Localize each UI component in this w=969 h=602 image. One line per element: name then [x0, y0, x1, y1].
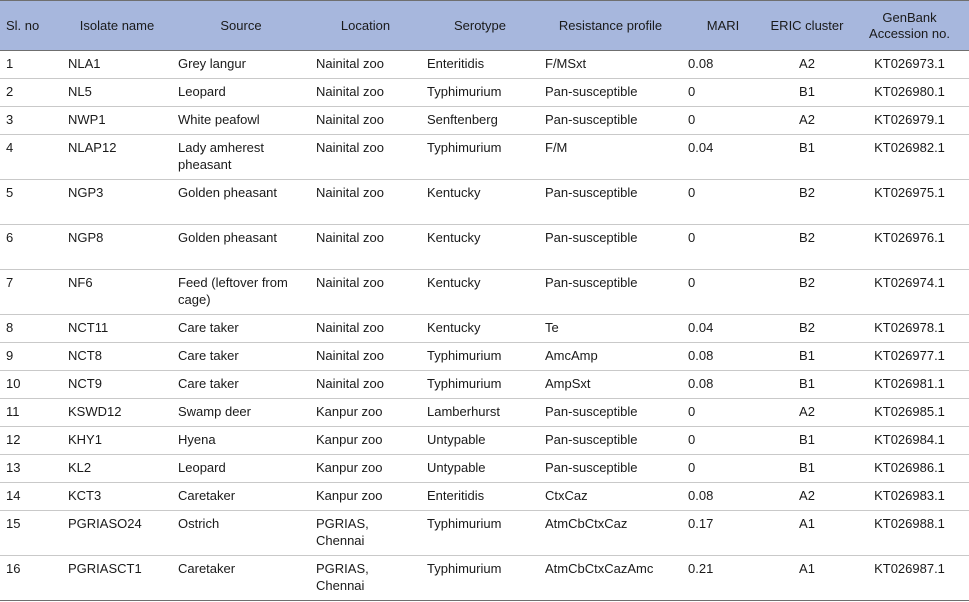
cell-serotype: Typhimurium — [421, 343, 539, 371]
cell-resistance: AmpSxt — [539, 371, 682, 399]
cell-genbank: KT026988.1 — [850, 511, 969, 556]
cell-eric: B1 — [764, 455, 850, 483]
cell-eric: B1 — [764, 79, 850, 107]
cell-genbank: KT026984.1 — [850, 427, 969, 455]
cell-eric: A1 — [764, 511, 850, 556]
cell-resistance: F/M — [539, 135, 682, 180]
cell-source: Care taker — [172, 371, 310, 399]
cell-isolate: NLAP12 — [62, 135, 172, 180]
cell-isolate: KCT3 — [62, 483, 172, 511]
cell-serotype: Senftenberg — [421, 107, 539, 135]
cell-source: Ostrich — [172, 511, 310, 556]
cell-sl: 13 — [0, 455, 62, 483]
cell-eric: A2 — [764, 51, 850, 79]
cell-mari: 0.08 — [682, 371, 764, 399]
cell-resistance: Pan-susceptible — [539, 399, 682, 427]
cell-serotype: Kentucky — [421, 225, 539, 270]
cell-mari: 0 — [682, 79, 764, 107]
cell-location: Nainital zoo — [310, 315, 421, 343]
cell-resistance: Pan-susceptible — [539, 180, 682, 225]
cell-resistance: AtmCbCtxCaz — [539, 511, 682, 556]
cell-location: Nainital zoo — [310, 180, 421, 225]
cell-resistance: AmcAmp — [539, 343, 682, 371]
cell-isolate: NGP8 — [62, 225, 172, 270]
cell-isolate: PGRIASO24 — [62, 511, 172, 556]
cell-isolate: NF6 — [62, 270, 172, 315]
cell-eric: A2 — [764, 107, 850, 135]
cell-genbank: KT026985.1 — [850, 399, 969, 427]
cell-genbank: KT026979.1 — [850, 107, 969, 135]
cell-serotype: Untypable — [421, 455, 539, 483]
cell-eric: B1 — [764, 371, 850, 399]
cell-resistance: CtxCaz — [539, 483, 682, 511]
cell-sl: 10 — [0, 371, 62, 399]
header-mari: MARI — [682, 1, 764, 51]
cell-serotype: Kentucky — [421, 315, 539, 343]
cell-source: Grey langur — [172, 51, 310, 79]
cell-serotype: Typhimurium — [421, 511, 539, 556]
cell-sl: 7 — [0, 270, 62, 315]
cell-resistance: Pan-susceptible — [539, 270, 682, 315]
cell-isolate: KL2 — [62, 455, 172, 483]
cell-location: PGRIAS, Chennai — [310, 511, 421, 556]
cell-genbank: KT026986.1 — [850, 455, 969, 483]
cell-location: Nainital zoo — [310, 371, 421, 399]
header-serotype: Serotype — [421, 1, 539, 51]
header-sl: Sl. no — [0, 1, 62, 51]
cell-eric: B2 — [764, 180, 850, 225]
cell-resistance: Pan-susceptible — [539, 107, 682, 135]
cell-eric: A2 — [764, 483, 850, 511]
table-row — [0, 343, 969, 371]
header-eric: ERIC cluster — [764, 1, 850, 51]
cell-eric: B2 — [764, 315, 850, 343]
cell-eric: B2 — [764, 225, 850, 270]
cell-serotype: Kentucky — [421, 270, 539, 315]
cell-genbank: KT026983.1 — [850, 483, 969, 511]
cell-resistance: Pan-susceptible — [539, 455, 682, 483]
header-isolate: Isolate name — [62, 1, 172, 51]
cell-location: PGRIAS, Chennai — [310, 556, 421, 601]
cell-mari: 0 — [682, 270, 764, 315]
cell-mari: 0.21 — [682, 556, 764, 601]
header-location: Location — [310, 1, 421, 51]
cell-location: Nainital zoo — [310, 51, 421, 79]
cell-resistance: AtmCbCtxCazAmc — [539, 556, 682, 601]
cell-isolate: NLA1 — [62, 51, 172, 79]
cell-sl: 1 — [0, 51, 62, 79]
cell-sl: 12 — [0, 427, 62, 455]
cell-mari: 0 — [682, 427, 764, 455]
table-row — [0, 399, 969, 427]
cell-source: Golden pheasant — [172, 225, 310, 270]
cell-genbank: KT026977.1 — [850, 343, 969, 371]
table-row — [0, 225, 969, 270]
cell-location: Kanpur zoo — [310, 399, 421, 427]
cell-eric: B1 — [764, 343, 850, 371]
header-genbank: GenBank Accession no. — [850, 1, 969, 51]
cell-location: Nainital zoo — [310, 270, 421, 315]
cell-isolate: NL5 — [62, 79, 172, 107]
cell-serotype: Untypable — [421, 427, 539, 455]
cell-sl: 4 — [0, 135, 62, 180]
cell-source: Lady amherest pheasant — [172, 135, 310, 180]
cell-location: Kanpur zoo — [310, 455, 421, 483]
table-row — [0, 455, 969, 483]
cell-location: Nainital zoo — [310, 107, 421, 135]
cell-resistance: F/MSxt — [539, 51, 682, 79]
cell-eric: A2 — [764, 399, 850, 427]
cell-serotype: Enteritidis — [421, 51, 539, 79]
cell-sl: 16 — [0, 556, 62, 601]
cell-isolate: NCT9 — [62, 371, 172, 399]
cell-genbank: KT026987.1 — [850, 556, 969, 601]
cell-source: Hyena — [172, 427, 310, 455]
table-row — [0, 51, 969, 79]
table-row — [0, 427, 969, 455]
cell-isolate: NCT11 — [62, 315, 172, 343]
cell-location: Nainital zoo — [310, 135, 421, 180]
cell-source: Feed (leftover from cage) — [172, 270, 310, 315]
cell-genbank: KT026973.1 — [850, 51, 969, 79]
cell-serotype: Typhimurium — [421, 79, 539, 107]
cell-mari: 0 — [682, 399, 764, 427]
cell-mari: 0.08 — [682, 343, 764, 371]
cell-source: Golden pheasant — [172, 180, 310, 225]
table-row — [0, 371, 969, 399]
cell-sl: 6 — [0, 225, 62, 270]
cell-mari: 0 — [682, 107, 764, 135]
cell-location: Kanpur zoo — [310, 483, 421, 511]
cell-source: Caretaker — [172, 483, 310, 511]
cell-eric: B1 — [764, 427, 850, 455]
cell-serotype: Kentucky — [421, 180, 539, 225]
table-body — [0, 51, 969, 601]
table-row — [0, 180, 969, 225]
cell-mari: 0 — [682, 455, 764, 483]
cell-eric: A1 — [764, 556, 850, 601]
table-row — [0, 511, 969, 556]
cell-resistance: Te — [539, 315, 682, 343]
cell-isolate: KHY1 — [62, 427, 172, 455]
header-resistance: Resistance profile — [539, 1, 682, 51]
cell-source: Care taker — [172, 315, 310, 343]
cell-mari: 0 — [682, 225, 764, 270]
table-row — [0, 79, 969, 107]
cell-sl: 11 — [0, 399, 62, 427]
cell-resistance: Pan-susceptible — [539, 427, 682, 455]
cell-mari: 0.08 — [682, 483, 764, 511]
header-row — [0, 1, 969, 51]
cell-sl: 5 — [0, 180, 62, 225]
cell-serotype: Typhimurium — [421, 371, 539, 399]
cell-isolate: NWP1 — [62, 107, 172, 135]
cell-location: Nainital zoo — [310, 79, 421, 107]
cell-location: Nainital zoo — [310, 225, 421, 270]
cell-mari: 0.04 — [682, 315, 764, 343]
cell-sl: 9 — [0, 343, 62, 371]
header-source: Source — [172, 1, 310, 51]
cell-sl: 15 — [0, 511, 62, 556]
cell-genbank: KT026982.1 — [850, 135, 969, 180]
cell-eric: B1 — [764, 135, 850, 180]
cell-location: Kanpur zoo — [310, 427, 421, 455]
cell-serotype: Typhimurium — [421, 556, 539, 601]
cell-location: Nainital zoo — [310, 343, 421, 371]
cell-sl: 3 — [0, 107, 62, 135]
cell-source: Swamp deer — [172, 399, 310, 427]
cell-genbank: KT026980.1 — [850, 79, 969, 107]
cell-serotype: Typhimurium — [421, 135, 539, 180]
cell-genbank: KT026974.1 — [850, 270, 969, 315]
cell-sl: 14 — [0, 483, 62, 511]
cell-mari: 0.08 — [682, 51, 764, 79]
cell-source: Caretaker — [172, 556, 310, 601]
cell-genbank: KT026976.1 — [850, 225, 969, 270]
cell-mari: 0.04 — [682, 135, 764, 180]
cell-source: Leopard — [172, 455, 310, 483]
cell-serotype: Lamberhurst — [421, 399, 539, 427]
cell-sl: 2 — [0, 79, 62, 107]
cell-isolate: NCT8 — [62, 343, 172, 371]
cell-genbank: KT026975.1 — [850, 180, 969, 225]
cell-isolate: PGRIASCT1 — [62, 556, 172, 601]
cell-source: Care taker — [172, 343, 310, 371]
cell-mari: 0 — [682, 180, 764, 225]
table-row — [0, 556, 969, 601]
cell-source: White peafowl — [172, 107, 310, 135]
cell-serotype: Enteritidis — [421, 483, 539, 511]
cell-isolate: KSWD12 — [62, 399, 172, 427]
table-row — [0, 107, 969, 135]
cell-resistance: Pan-susceptible — [539, 79, 682, 107]
cell-isolate: NGP3 — [62, 180, 172, 225]
cell-resistance: Pan-susceptible — [539, 225, 682, 270]
table-row — [0, 315, 969, 343]
table-row — [0, 483, 969, 511]
table-row — [0, 135, 969, 180]
cell-sl: 8 — [0, 315, 62, 343]
cell-eric: B2 — [764, 270, 850, 315]
cell-source: Leopard — [172, 79, 310, 107]
cell-mari: 0.17 — [682, 511, 764, 556]
table-row — [0, 270, 969, 315]
cell-genbank: KT026981.1 — [850, 371, 969, 399]
cell-genbank: KT026978.1 — [850, 315, 969, 343]
